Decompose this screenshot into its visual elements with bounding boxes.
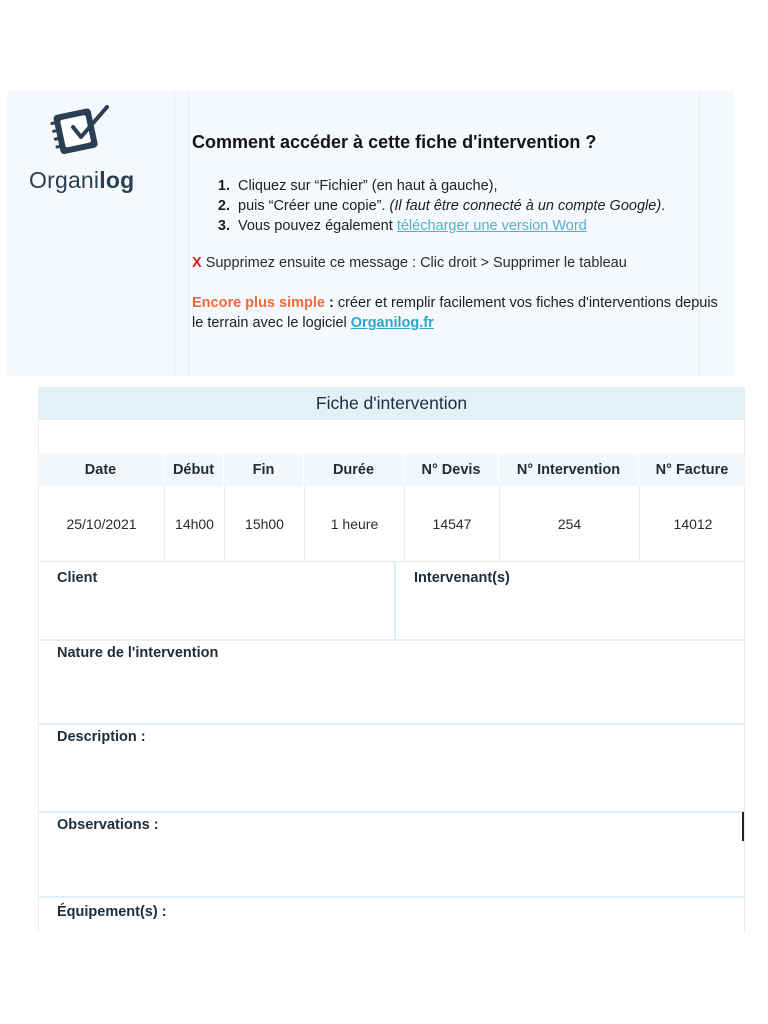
equipement-field[interactable]: [38, 897, 745, 932]
header-debut: Début: [164, 454, 224, 486]
step-tail: .: [661, 198, 666, 214]
value-facture[interactable]: 14012: [673, 515, 713, 532]
description-label: Description :: [57, 729, 146, 745]
organilog-logo: [29, 103, 139, 193]
step-3: [192, 216, 665, 236]
promo-accent: Encore plus simple: [192, 295, 325, 311]
equipement-label: Équipement(s) :: [57, 904, 167, 920]
banner-divider: [174, 91, 175, 376]
instruction-banner: [7, 91, 734, 376]
instruction-steps: [192, 176, 665, 236]
delete-text: Supprimez ensuite ce message : Clic droit > Supprimer le tableau: [201, 255, 627, 271]
organilog-link[interactable]: Organilog.fr: [350, 315, 434, 331]
header-devis: N° Devis: [404, 454, 499, 486]
step-text: Cliquez sur “Fichier” (en haut à gauche),: [238, 178, 498, 194]
step-text: puis “Créer une copie”.: [238, 198, 390, 214]
banner-divider: [188, 91, 189, 376]
step-text: Vous pouvez également: [238, 218, 397, 234]
header-date: Date: [38, 454, 164, 486]
info-table-header: [38, 454, 745, 486]
step-note: (Il faut être connecté à un compte Google): [389, 198, 662, 214]
promo-text: [192, 293, 722, 333]
step-number: 3.: [217, 218, 230, 234]
step-number: 1.: [217, 178, 230, 194]
header-fin: Fin: [224, 454, 304, 486]
observations-label: Observations :: [57, 817, 159, 833]
step-2: [192, 196, 665, 216]
delete-x-mark: X: [192, 255, 202, 271]
observations-field[interactable]: [38, 812, 745, 897]
form-spacer-row[interactable]: [38, 420, 745, 454]
banner-title: Comment accéder à cette fiche d'intervention ?: [192, 132, 597, 152]
value-intervention[interactable]: 254: [500, 486, 640, 561]
promo-colon: :: [324, 295, 334, 311]
banner-divider: [699, 91, 700, 376]
intervenant-label: Intervenant(s): [414, 570, 510, 586]
nature-field[interactable]: [38, 640, 745, 724]
logo-wordmark: Organilog: [29, 167, 135, 193]
promo-body: créer et remplir facilement vos fiches d'interventions depuis le terrain avec le logiciel: [192, 295, 718, 331]
description-field[interactable]: [38, 724, 745, 812]
delete-instruction: [192, 255, 627, 271]
client-field[interactable]: [38, 561, 395, 640]
client-label: Client: [57, 570, 98, 586]
info-table-row: [38, 486, 745, 561]
step-number: 2.: [217, 198, 230, 214]
header-duree: Durée: [304, 454, 404, 486]
notebook-check-icon: [47, 103, 113, 155]
intervenant-field[interactable]: [395, 561, 745, 640]
value-devis[interactable]: 14547: [405, 486, 500, 561]
form-title: Fiche d'intervention: [38, 387, 745, 420]
text-cursor: [742, 812, 744, 841]
value-duree[interactable]: 1 heure: [305, 486, 405, 561]
value-date[interactable]: 25/10/2021: [39, 486, 165, 561]
header-facture: N° Facture: [655, 462, 729, 478]
value-fin[interactable]: 15h00: [225, 486, 305, 561]
value-debut[interactable]: 14h00: [165, 486, 225, 561]
download-word-link[interactable]: télécharger une version Word: [396, 218, 587, 234]
header-intervention: N° Intervention: [499, 454, 639, 486]
nature-label: Nature de l'intervention: [57, 645, 219, 661]
step-1: [192, 176, 665, 196]
